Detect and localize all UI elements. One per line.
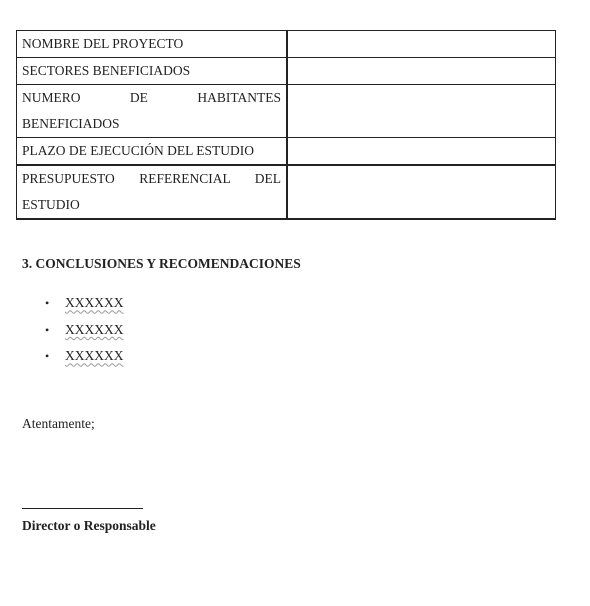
row-label: NOMBRE DEL PROYECTO [17,31,288,58]
section-heading: 3. CONCLUSIONES Y RECOMENDACIONES [22,256,301,271]
signature-line [22,508,143,509]
row-label: SECTORES BENEFICIADOS [17,58,288,85]
row-label: PLAZO DE EJECUCIÓN DEL ESTUDIO [17,138,288,166]
table-row [17,58,556,85]
table-row [17,138,556,166]
table-row [17,165,556,219]
row-value [287,138,556,166]
conclusions-list [45,290,124,370]
row-value [287,85,556,138]
row-label: NUMERO DE HABITANTES BENEFICIADOS [17,85,288,138]
table-row [17,31,556,58]
signer-role: Director o Responsable [22,518,156,533]
list-item [45,317,124,344]
row-value [287,31,556,58]
row-value [287,58,556,85]
list-item-text: XXXXXX [65,295,124,311]
bullet-icon: • [45,322,50,337]
list-item-text: XXXXXX [65,348,124,364]
list-item-text: XXXXXX [65,321,124,337]
project-info-table [16,30,556,220]
list-item [45,290,124,317]
bullet-icon: • [45,296,50,311]
row-label: PRESUPUESTO REFERENCIAL DEL ESTUDIO [17,165,288,219]
closing-text: Atentamente; [22,416,95,431]
row-value [287,165,556,219]
list-item [45,343,124,370]
table-row [17,85,556,138]
bullet-icon: • [45,349,50,364]
